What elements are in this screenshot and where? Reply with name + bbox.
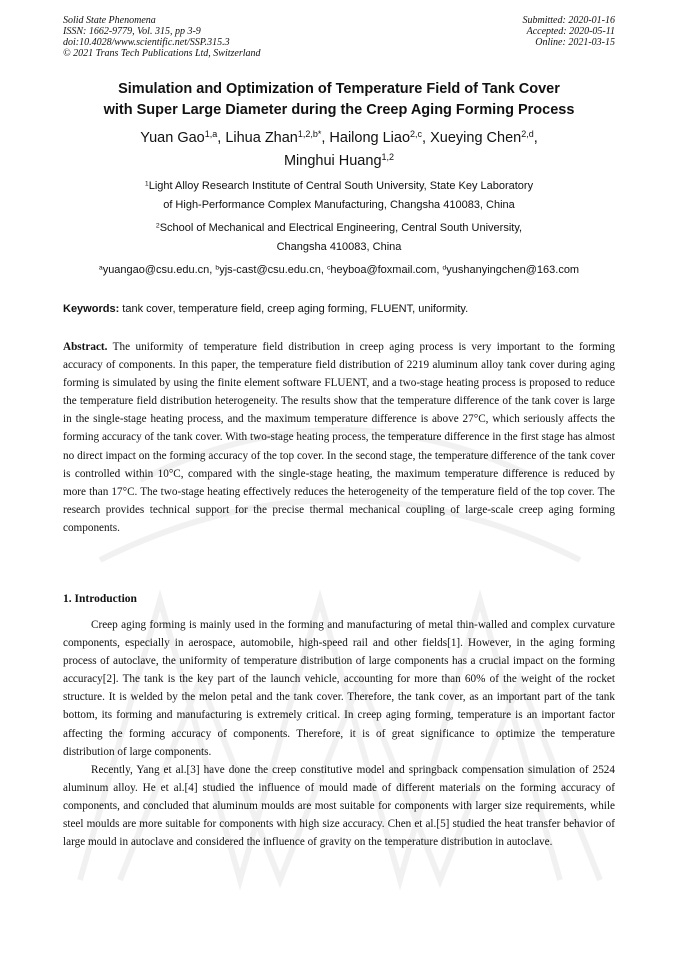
journal-name: Solid State Phenomena (63, 15, 156, 26)
keywords-section (63, 301, 615, 317)
author-emails: $^a$yuangao@csu.edu.cn, $^b$yjs-cast@csu.edu.cn, $^c$heyboa@foxmail.com, $^d$yushanyingchen@163.com (98, 264, 580, 276)
submitted-date: Submitted: 2020-01-16 (522, 15, 615, 26)
online-date: Online: 2021-03-15 (535, 37, 615, 48)
paragraph: Creep aging forming is mainly used in the forming and manufacturing of metal thin-walled and complex curvature components, especially in aerospace, automobile, high-speed rail and other fields[1]. However, in the aging forming process of autoclave, the uniformity of temperature distribution of large components has a crucial impact on the forming accuracy[2]. The tank is the key part of the launch vehicle, accounting for more than 60% of the weight of the rocket structure. It is welded by the melon petal and the tank cover. Therefore, the tank cover, as an important part of the tank bottom, its forming and manufacturing is extremely critical. In creep aging forming, temperature is an important factor affecting the forming accuracy of components. Therefore, it is of great significance to optimize the temperature distribution of large components. (63, 619, 615, 758)
author: Xueying Chen$^{2,d}$ (430, 129, 534, 146)
doi-line[interactable]: doi:10.4028/www.scientific.net/SSP.315.3 (63, 37, 230, 48)
title-line-1: Simulation and Optimization of Temperature Field of Tank Cover (118, 81, 560, 97)
author: Hailong Liao$^{2,c}$ (329, 129, 423, 146)
journal-header-left (63, 15, 261, 59)
email-link[interactable]: $^d$yushanyingchen@163.com (442, 264, 580, 276)
author-list (63, 127, 615, 173)
abstract-text: The uniformity of temperature field distribution in creep aging process is very important to the forming accuracy of components. In this paper, the temperature field distribution of 2219 aluminum alloy tank cover during aging forming is simulated by using the finite element software FLUENT, and a two-stage heating process is proposed to reduce the temperature field distribution heterogeneity. The results show that the temperature difference of the tank cover is large in the single-stage heating process, and the maximum temperature difference is above 27°C, which seriously affects the forming accuracy of the tank cover. With two-stage heating process, the temperature difference in the first stage has almost no direct impact on the forming accuracy of the top cover. In the second stage, the temperature difference of the tank cover is controlled within 10°C, compared with the single-stage heating, the maximum temperature difference is reduced by more than 17°C. The two-stage heating effectively reduces the heterogeneity of the temperature field of the top cover. The research provides technical support for the precise thermal mechanical coupling of large-scale creep aging forming components. (63, 341, 615, 534)
author: Minghui Huang$^{1,2}$ (283, 152, 395, 169)
email-link[interactable]: $^a$yuangao@csu.edu.cn (98, 264, 210, 276)
journal-header-right (523, 15, 616, 48)
email-link[interactable]: $^b$yjs-cast@csu.edu.cn (215, 264, 321, 276)
author-line-1: Yuan Gao$^{1,a}$, Lihua Zhan$^{1,2,b*}$, Hailong Liao$^{2,c}$, Xueying Chen$^{2,d}$, (140, 129, 538, 146)
paper-title (63, 79, 615, 121)
accepted-date: Accepted: 2020-05-11 (526, 26, 615, 37)
issn-line: ISSN: 1662-9779, Vol. 315, pp 3-9 (63, 26, 201, 37)
abstract-label: Abstract. (63, 341, 108, 353)
keywords-label: Keywords: (63, 303, 120, 315)
affiliation-2: $^2$School of Mechanical and Electrical Engineering, Central South University, Changsha 410083, China (155, 222, 523, 253)
author-line-2 (63, 150, 615, 173)
abstract-section (63, 338, 615, 537)
title-line-2: with Super Large Diameter during the Creep Aging Forming Process (103, 102, 575, 118)
author: Yuan Gao$^{1,a}$ (140, 129, 218, 146)
email-link[interactable]: $^c$heyboa@foxmail.com (326, 264, 437, 276)
keywords-text: tank cover, temperature field, creep aging forming, FLUENT, uniformity. (119, 303, 469, 315)
section-heading-introduction: 1. Introduction (63, 593, 137, 605)
paragraph: Recently, Yang et al.[3] have done the creep constitutive model and springback compensation simulation of 2524 aluminum alloy. He et al.[4] studied the influence of mould made of different materials on the forming accuracy of components, and concluded that aluminum moulds are most suitable for components with larger size requirements, while steel moulds are more suitable for components with high size accuracy. Chen et al.[5] studied the heat transfer behavior of large mould in autoclave and considered the influence of gravity on the temperature distribution in autoclave. (63, 763, 615, 849)
author: Lihua Zhan$^{1,2,b*}$ (225, 129, 322, 146)
copyright-line: © 2021 Trans Tech Publications Ltd, Switzerland (63, 48, 261, 59)
affiliation-1: $^1$Light Alloy Research Institute of Central South University, State Key Laboratory of High-Performance Complex Manufacturing, Changsha 410083, China (144, 180, 534, 211)
introduction-body (63, 616, 615, 851)
